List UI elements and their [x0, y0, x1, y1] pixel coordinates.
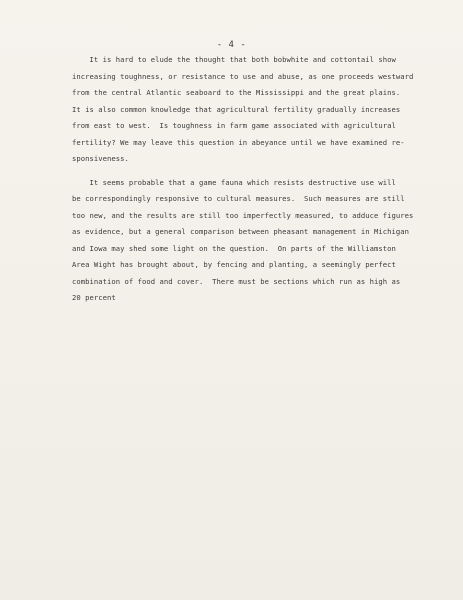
text-line: from the central Atlantic seaboard to the Mississippi and the great plains.	[72, 88, 401, 97]
text-line: fertility? We may leave this question in abeyance until we have examined re-	[72, 137, 405, 147]
text-line: Area Wight has brought about, by fencing and planting, a seemingly perfect	[72, 260, 396, 269]
text-line: and Iowa may shed some light on the question. On parts of the Williamston	[72, 243, 396, 253]
text-line: It seems probable that a game fauna which resists destructive use will	[72, 177, 396, 187]
text-line: as evidence, but a general comparison between pheasant management in Michigan	[72, 227, 410, 236]
paragraph-2	[72, 175, 432, 307]
text-line: 20 percent	[72, 293, 116, 302]
text-line: sponsiveness.	[72, 154, 129, 163]
text-line: be correspondingly responsive to cultural measures. Such measures are still	[72, 194, 405, 203]
text-line: It is hard to elude the thought that both bobwhite and cottontail show	[72, 55, 396, 64]
body-text	[72, 52, 432, 307]
text-line: increasing toughness, or resistance to use and abuse, as one proceeds westward	[72, 71, 414, 81]
page-number: - 4 -	[216, 40, 247, 50]
text-line: combination of food and cover. There must be sections which run as high as	[72, 276, 401, 286]
text-line: too new, and the results are still too imperfectly measured, to adduce figures	[72, 210, 414, 220]
text-line: It is also common knowledge that agricultural fertility gradually increases	[72, 104, 401, 114]
text-line: from east to west. Is toughness in farm game associated with agricultural	[72, 121, 396, 130]
paragraph-gap	[72, 168, 432, 175]
paragraph-1	[72, 52, 432, 168]
